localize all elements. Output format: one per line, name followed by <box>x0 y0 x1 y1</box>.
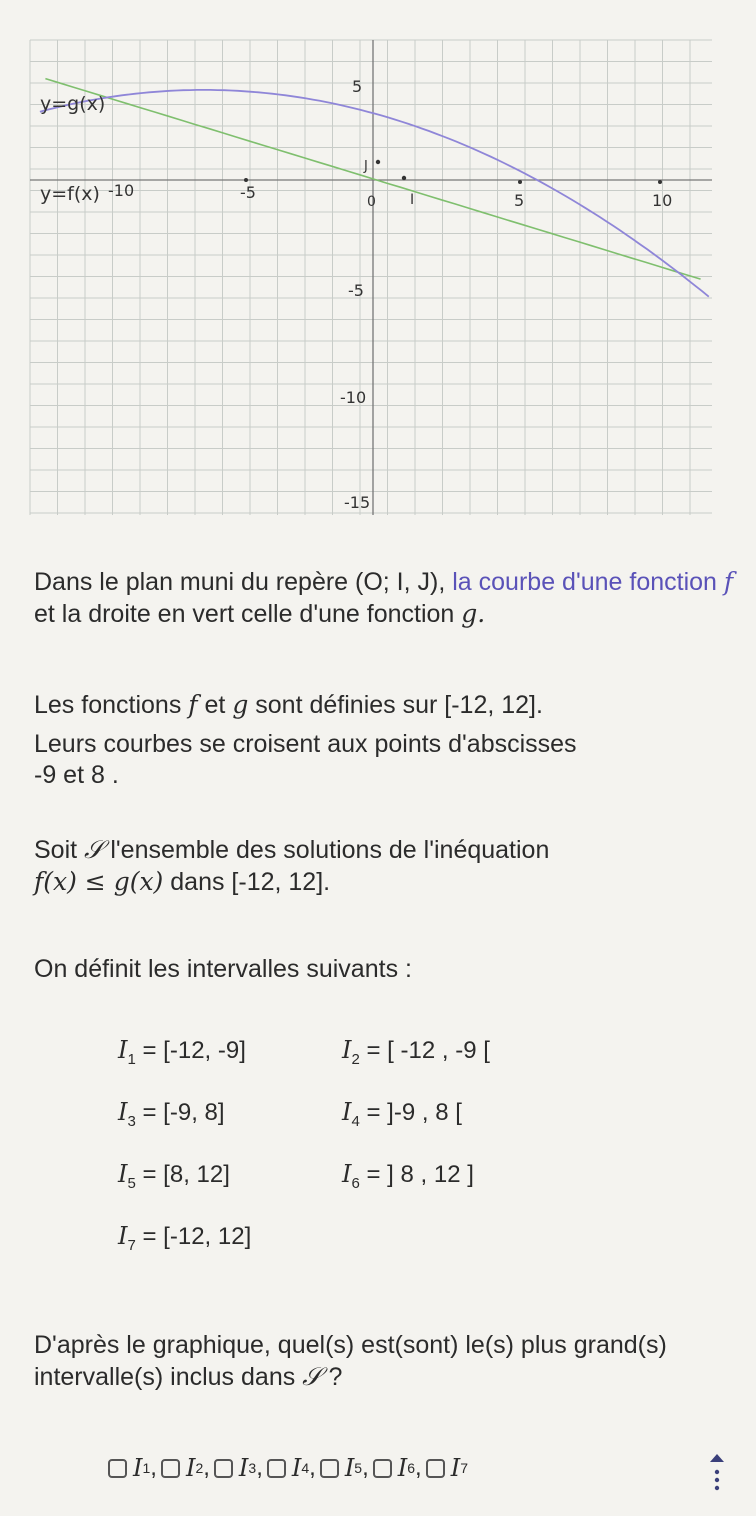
interval-I1: $I_1 = [-12$, -9] <box>118 1036 246 1068</box>
checkbox-I2[interactable] <box>161 1459 180 1478</box>
x-tick-minus10: -10 <box>108 181 135 200</box>
answer-choices <box>108 1454 468 1482</box>
checkbox-I1[interactable] <box>108 1459 127 1478</box>
choice-I5[interactable]: I 5 , <box>320 1454 369 1482</box>
x-tick-0: 0 <box>367 194 376 210</box>
choice-I1[interactable]: I 1 , <box>108 1454 157 1482</box>
y-tick-minus5: -5 <box>348 281 364 300</box>
point-I <box>402 176 406 180</box>
paragraph-solution-set: Soit 𝒮 l'ensemble des solutions de l'inéquation f(x) ≤ g(x) dans [-12, 12]. <box>34 835 550 896</box>
interval-I7: $I_7 = [-12$, 12] <box>118 1222 252 1254</box>
checkbox-I7[interactable] <box>426 1459 445 1478</box>
function-graph <box>0 0 756 520</box>
x-tick-I: I <box>410 192 415 208</box>
f-curve-label: y=f(x) <box>40 183 100 205</box>
choice-I3[interactable]: I 3 , <box>214 1454 263 1482</box>
tick-dot-10 <box>658 180 662 184</box>
interval-I2: $I_2$ = [ -12 , -9 [ <box>342 1036 490 1068</box>
choice-I7[interactable]: I 7 <box>426 1454 468 1482</box>
y-tick-J: J <box>364 159 368 174</box>
interval-I5: $I_5 = [8$, 12] <box>118 1160 230 1192</box>
tick-dot-minus5 <box>244 178 248 182</box>
interval-I3: $I_3 = [-9$, 8] <box>118 1098 225 1130</box>
interval-I4: $I_4 = ]-9$ , 8 [ <box>342 1098 462 1130</box>
y-tick-5: 5 <box>352 77 363 96</box>
y-tick-minus10: -10 <box>340 388 367 407</box>
checkbox-I6[interactable] <box>373 1459 392 1478</box>
reorder-handle-icon[interactable] <box>706 1452 728 1494</box>
checkbox-I5[interactable] <box>320 1459 339 1478</box>
tick-dot-5 <box>518 180 522 184</box>
paragraph-intervals-intro: On définit les intervalles suivants : <box>34 955 412 983</box>
x-tick-minus5: -5 <box>240 183 256 202</box>
g-curve-label: y=g(x) <box>40 93 106 115</box>
y-tick-minus15: -15 <box>344 493 371 512</box>
checkbox-I3[interactable] <box>214 1459 233 1478</box>
inequation: f(x) ≤ g(x) <box>34 867 164 896</box>
choice-I4[interactable]: I 4 , <box>267 1454 316 1482</box>
paragraph-intersections: Leurs courbes se croisent aux points d'abscisses -9 et 8 . <box>34 730 577 789</box>
choice-I2[interactable]: I 2 , <box>161 1454 210 1482</box>
paragraph-intro: Dans le plan muni du repère (O; I, J), la courbe d'une fonction f et la droite en vert celle d'une fonction g. <box>34 567 734 628</box>
paragraph-domain: Les fonctions f et g sont définies sur [-12, 12]. <box>34 690 543 719</box>
grid-lines <box>30 40 712 515</box>
checkbox-I4[interactable] <box>267 1459 286 1478</box>
point-J <box>376 160 380 164</box>
x-tick-10: 10 <box>652 191 673 210</box>
question-text: D'après le graphique, quel(s) est(sont) le(s) plus grand(s) intervalle(s) inclus dans 𝒮 ? <box>34 1331 667 1391</box>
choice-I6[interactable]: I 6 , <box>373 1454 422 1482</box>
x-tick-5: 5 <box>514 191 525 210</box>
interval-I6: $I_6$ = ] 8 , 12 ] <box>342 1160 474 1192</box>
